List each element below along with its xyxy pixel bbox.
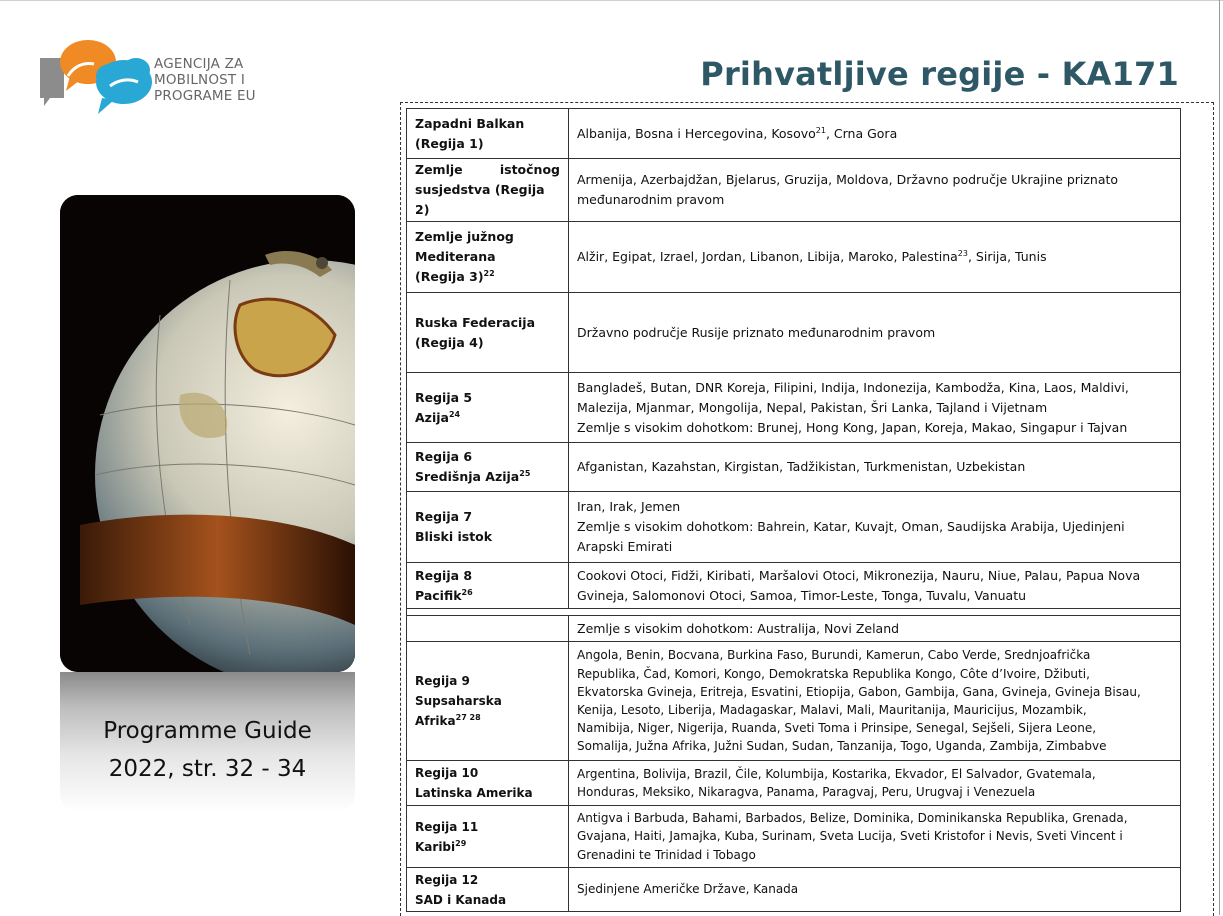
region-name xyxy=(407,109,569,159)
region-name xyxy=(407,761,569,806)
regions-table xyxy=(406,108,1181,912)
region-name-text: Azija xyxy=(415,409,449,425)
countries-line: Sjedinjene Američke Države, Kanada xyxy=(577,882,799,897)
region-countries xyxy=(569,642,1181,761)
countries-line: Antigva i Barbuda, Bahami, Barbados, Belize, Dominika, Dominikanska Republika, Grenada, xyxy=(577,811,1128,826)
guide-line-1: Programme Guide xyxy=(103,718,312,744)
countries-line: Gvajana, Haiti, Jamajka, Kuba, Surinam, Sveta Lucija, Sveti Kristofor i Nevis, Sveti Vincent i xyxy=(577,829,1123,844)
region-name-line: Ruska Federacija xyxy=(415,314,536,330)
countries-line xyxy=(577,247,1172,267)
region-name-line xyxy=(415,837,560,857)
agency-name xyxy=(154,56,256,104)
table-row xyxy=(407,868,1181,912)
countries-line: Republika, Čad, Komori, Kongo, Demokratska Republika Kongo, Côte d’Ivoire, Džibuti, xyxy=(577,666,1090,681)
region-countries xyxy=(569,222,1181,293)
countries-line: Armenija, Azerbajdžan, Bjelarus, Gruzija, Moldova, Državno područje Ukrajine priznato xyxy=(577,172,1119,187)
footnote-ref: 24 xyxy=(448,409,461,419)
region-name xyxy=(407,293,569,373)
table-row xyxy=(407,806,1181,868)
region-name-text: Središnja Azija xyxy=(415,469,520,484)
region-name-line: Regija 12 xyxy=(415,872,479,887)
table-gap-row xyxy=(407,609,1181,616)
region-name-line: Regija 9 Supsaharska xyxy=(415,674,502,708)
region-name xyxy=(407,222,569,293)
page-title: Prihvatljive regije - KA171 xyxy=(700,55,1179,93)
table-row xyxy=(407,109,1181,159)
region-name-line: Regija 5 xyxy=(415,389,473,405)
programme-guide-reference xyxy=(60,712,355,788)
countries-line: Somalija, Južna Afrika, Južni Sudan, Sudan, Tanzanija, Togo, Uganda, Zambija, Zimbabve xyxy=(577,739,1107,754)
region-countries xyxy=(569,159,1181,222)
region-name xyxy=(407,159,569,222)
region-name-line xyxy=(415,711,560,731)
region-name-line xyxy=(415,586,560,606)
footnote-ref: 29 xyxy=(455,838,467,848)
countries-line: Arapski Emirati xyxy=(577,539,673,554)
globe-image-icon xyxy=(60,195,355,672)
region-name-line: (Regija 1) xyxy=(415,135,484,151)
table-row xyxy=(407,761,1181,806)
region-name xyxy=(407,443,569,492)
countries-line: Afganistan, Kazahstan, Kirgistan, Tadžikistan, Turkmenistan, Uzbekistan xyxy=(577,459,1026,474)
page-right-edge xyxy=(1219,0,1220,915)
guide-line-2: 2022, str. 32 - 34 xyxy=(108,756,307,782)
region-name-line: Zapadni Balkan xyxy=(415,115,525,131)
table-row xyxy=(407,373,1181,443)
table-row xyxy=(407,563,1181,609)
region-name-line: (Regija 4) xyxy=(415,334,484,350)
region-name-line: Mediterana xyxy=(415,249,496,264)
region-name-text: Pacifik xyxy=(415,587,462,603)
speech-bubbles-logo-icon xyxy=(40,36,155,116)
region-name xyxy=(407,642,569,761)
region-countries xyxy=(569,761,1181,806)
region-name-line: Bliski istok xyxy=(415,529,493,544)
countries-text: , Sirija, Tunis xyxy=(967,249,1047,264)
agency-name-line: MOBILNOST I xyxy=(154,72,246,88)
countries-line: Argentina, Bolivija, Brazil, Čile, Kolumbija, Kostarika, Ekvador, El Salvador, Gvatemala, xyxy=(577,766,1096,781)
footnote-ref: 21 xyxy=(815,125,826,135)
region-name-line: Zemlje južnog xyxy=(415,229,514,244)
countries-line: Kenija, Lesoto, Liberija, Madagaskar, Malavi, Mali, Mauritanija, Mauricijus, Mozambik, xyxy=(577,703,1087,717)
countries-line: Bangladeš, Butan, DNR Koreja, Filipini, Indija, Indonezija, Kambodža, Kina, Laos, Maldivi, xyxy=(577,379,1129,395)
region-name-line: susjedstva (Regija 2) xyxy=(415,182,545,217)
countries-line: Zemlje s visokim dohotkom: Brunej, Hong Kong, Japan, Koreja, Makao, Singapur i Tajvan xyxy=(577,419,1128,435)
region-name-line xyxy=(415,408,560,428)
region-name-line xyxy=(415,467,560,487)
region-name xyxy=(407,868,569,912)
countries-line: Malezija, Mjanmar, Mongolija, Nepal, Pakistan, Šri Lanka, Tajland i Vijetnam xyxy=(577,399,1048,415)
footnote-ref: 23 xyxy=(957,248,968,258)
region-countries xyxy=(569,563,1181,609)
region-name-line: Zemlje istočnog xyxy=(415,162,560,177)
region-countries xyxy=(569,293,1181,373)
countries-text: Alžir, Egipat, Izrael, Jordan, Libanon, Libija, Maroko, Palestina xyxy=(577,249,958,264)
region-countries xyxy=(569,109,1181,159)
region-name xyxy=(407,616,569,642)
countries-line: Grenadini te Trinidad i Tobago xyxy=(577,847,756,862)
countries-line: Zemlje s visokim dohotkom: Bahrein, Katar, Kuvajt, Oman, Saudijska Arabija, Ujedinjeni xyxy=(577,519,1125,534)
table-row xyxy=(407,293,1181,373)
region-name-text: Afrika xyxy=(415,714,456,728)
countries-text: Albanija, Bosna i Hercegovina, Kosovo xyxy=(577,125,816,141)
footnote-ref: 22 xyxy=(483,268,495,278)
table-row xyxy=(407,159,1181,222)
countries-line: međunarodnim pravom xyxy=(577,192,725,207)
agency-name-line: AGENCIJA ZA xyxy=(154,56,244,72)
table-row xyxy=(407,492,1181,563)
region-name-text: (Regija 3) xyxy=(415,269,484,284)
region-countries xyxy=(569,616,1181,642)
region-name-line: SAD i Kanada xyxy=(415,892,507,907)
region-countries xyxy=(569,373,1181,443)
region-countries xyxy=(569,868,1181,912)
countries-line: Zemlje s visokim dohotkom: Australija, Novi Zeland xyxy=(577,620,900,636)
globe-photo xyxy=(60,195,355,672)
page-top-edge xyxy=(0,0,1223,1)
region-name xyxy=(407,806,569,868)
region-name-line: Regija 8 xyxy=(415,567,473,583)
countries-line: Cookovi Otoci, Fidži, Kiribati, Maršalovi Otoci, Mikronezija, Nauru, Niue, Palau, Papua Nova xyxy=(577,567,1141,583)
footnote-ref: 27 28 xyxy=(455,713,481,722)
footnote-ref: 26 xyxy=(461,587,473,597)
table-row xyxy=(407,616,1181,642)
footnote-ref: 25 xyxy=(519,468,531,478)
region-name-line xyxy=(415,267,560,287)
table-row xyxy=(407,443,1181,492)
region-countries xyxy=(569,806,1181,868)
region-countries xyxy=(569,443,1181,492)
region-countries xyxy=(569,492,1181,563)
countries-line: Namibija, Niger, Nigerija, Ruanda, Sveti Toma i Prinsipe, Senegal, Sejšeli, Sijera Leone, xyxy=(577,721,1097,736)
countries-line: Iran, Irak, Jemen xyxy=(577,499,681,514)
region-name-line: Regija 10 xyxy=(415,766,479,780)
table-row xyxy=(407,222,1181,293)
countries-line: Gvineja, Salomonovi Otoci, Samoa, Timor-Leste, Tonga, Tuvalu, Vanuatu xyxy=(577,587,1027,603)
region-name-line: Regija 7 xyxy=(415,509,473,524)
table-gap xyxy=(407,609,1181,616)
table-row xyxy=(407,642,1181,761)
countries-line: Ekvatorska Gvineja, Eritreja, Esvatini, Etiopija, Gabon, Gambija, Gana, Gvineja, Gvineja Bisau, xyxy=(577,684,1141,699)
countries-line xyxy=(577,124,1172,144)
region-name xyxy=(407,563,569,609)
countries-line: Angola, Benin, Bocvana, Burkina Faso, Burundi, Kamerun, Cabo Verde, Srednjoafrička xyxy=(577,648,1091,663)
region-name-line: Regija 11 xyxy=(415,819,479,834)
region-name-text: Karibi xyxy=(415,839,456,854)
countries-line: Državno područje Rusije priznato međunarodnim pravom xyxy=(577,324,936,340)
region-name-line: Latinska Amerika xyxy=(415,786,533,800)
countries-line: Honduras, Meksiko, Nikaragva, Panama, Paragvaj, Peru, Urugvaj i Venezuela xyxy=(577,785,1036,799)
region-name xyxy=(407,492,569,563)
region-name xyxy=(407,373,569,443)
region-name-line: Regija 6 xyxy=(415,449,473,464)
agency-name-line: PROGRAME EU xyxy=(154,88,256,104)
countries-text: , Crna Gora xyxy=(825,125,898,141)
